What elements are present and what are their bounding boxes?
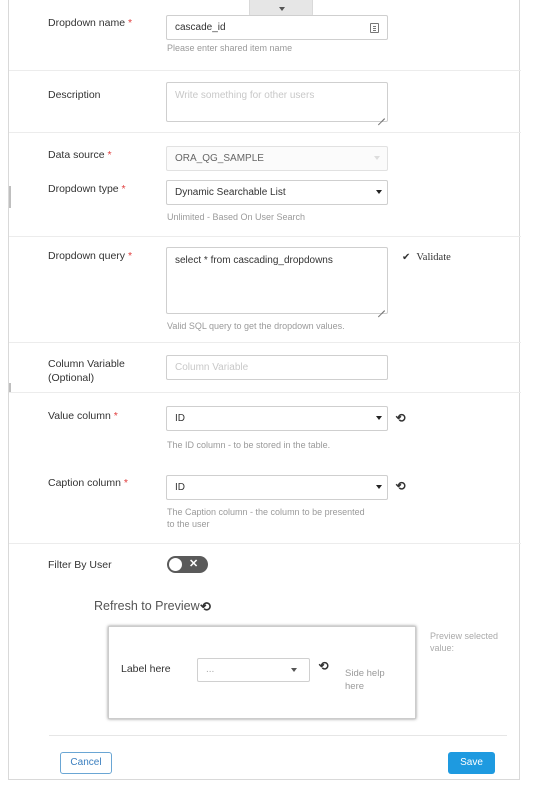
close-icon: ✕: [189, 558, 199, 570]
save-button[interactable]: Save: [448, 752, 495, 774]
description-textarea[interactable]: [166, 82, 388, 122]
preview-side-help: Side help here: [345, 668, 385, 692]
section-caption-column: [9, 465, 521, 544]
dropdown-type-label: Dropdown type *: [48, 183, 126, 195]
dropdown-type-select[interactable]: [166, 180, 388, 205]
resize-handle-icon[interactable]: [378, 304, 385, 311]
check-icon: ✔: [402, 252, 411, 263]
chevron-down-icon: [376, 416, 382, 420]
data-source-value: ORA_QG_SAMPLE: [175, 153, 264, 164]
section-value-column: [9, 393, 521, 465]
validate-button[interactable]: [402, 252, 451, 263]
section-description: [9, 71, 521, 133]
chevron-down-icon: [374, 156, 380, 160]
preview-title: Refresh to Preview: [94, 599, 200, 613]
dropdown-type-help: Unlimited - Based On User Search: [167, 212, 306, 222]
field-menu-icon[interactable]: [370, 23, 379, 33]
description-label: Description: [48, 89, 101, 101]
column-variable-label: Column Variable (Optional): [48, 358, 125, 384]
refresh-icon[interactable]: ⟲: [318, 659, 329, 673]
value-column-label: Value column *: [48, 410, 118, 422]
dropdown-type-value: Dynamic Searchable List: [175, 187, 286, 198]
validate-label: Validate: [416, 252, 451, 263]
caption-column-value: ID: [175, 482, 185, 493]
column-variable-placeholder: Column Variable: [175, 362, 249, 373]
footer-divider: [49, 735, 507, 736]
dropdown-name-label: Dropdown name *: [48, 17, 133, 29]
dropdown-query-value: select * from cascading_dropdowns: [175, 255, 333, 266]
dropdown-name-value: cascade_id: [175, 22, 226, 33]
value-column-select[interactable]: [166, 406, 388, 431]
form-panel: [8, 0, 520, 780]
refresh-icon[interactable]: ⟲: [395, 411, 406, 425]
dropdown-name-input[interactable]: [166, 15, 388, 40]
section-dropdown-name: [9, 0, 521, 71]
filter-by-user-label: Filter By User: [48, 559, 112, 571]
value-column-value: ID: [175, 413, 185, 424]
section-data-source: [9, 133, 521, 237]
section-column-variable: [9, 343, 521, 393]
preview-label: Label here: [121, 663, 171, 675]
cancel-button[interactable]: Cancel: [60, 752, 112, 774]
dropdown-query-textarea[interactable]: [166, 247, 388, 314]
preview-select[interactable]: [197, 658, 310, 682]
chevron-down-icon: [376, 485, 382, 489]
toggle-knob: [169, 558, 182, 571]
dropdown-query-help: Valid SQL query to get the dropdown values.: [167, 321, 345, 331]
data-source-label: Data source *: [48, 149, 112, 161]
caption-column-help: The Caption column - the column to be presented to the user: [167, 507, 365, 529]
chevron-down-icon: [291, 668, 297, 672]
refresh-icon[interactable]: ⟲: [395, 479, 406, 493]
data-source-select: [166, 146, 388, 171]
chevron-down-icon: [376, 190, 382, 194]
caption-column-select[interactable]: [166, 475, 388, 500]
column-variable-input[interactable]: [166, 355, 388, 380]
filter-by-user-toggle[interactable]: [167, 556, 208, 573]
preview-box: [108, 626, 416, 719]
resize-handle-icon[interactable]: [378, 112, 385, 119]
dropdown-name-help: Please enter shared item name: [167, 43, 293, 53]
description-placeholder: Write something for other users: [175, 90, 315, 101]
preview-selected-value: Preview selected value:: [430, 631, 499, 653]
refresh-icon[interactable]: ⟲: [200, 599, 211, 614]
preview-select-value: ...: [206, 664, 215, 675]
value-column-help: The ID column - to be stored in the table.: [167, 440, 331, 450]
caption-column-label: Caption column *: [48, 477, 128, 489]
dropdown-query-label: Dropdown query *: [48, 250, 133, 262]
